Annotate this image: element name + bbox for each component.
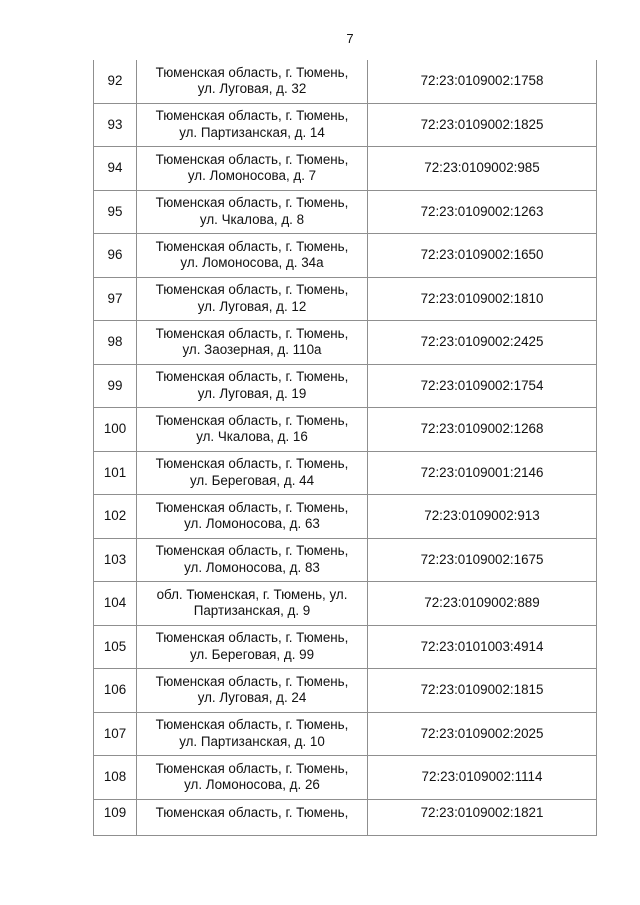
row-number-cell: 104 [94, 582, 137, 626]
address-line: ул. Береговая, д. 44 [189, 472, 315, 488]
table-row [94, 408, 597, 452]
table-row [94, 364, 597, 408]
address-line: Тюменская область, г. Тюмень, [155, 543, 349, 559]
row-number-cell: 103 [94, 538, 137, 582]
table-row [94, 799, 597, 835]
table-row [94, 451, 597, 495]
address-line: Тюменская область, г. Тюмень, [155, 456, 349, 472]
address-cell [137, 495, 368, 539]
row-number-cell: 109 [94, 799, 137, 835]
row-number-cell: 108 [94, 756, 137, 800]
row-number-cell: 101 [94, 451, 137, 495]
table-row [94, 103, 597, 147]
address-cell [137, 190, 368, 234]
address-line: ул. Чкалова, д. 8 [199, 211, 305, 227]
address-cell [137, 538, 368, 582]
property-table-body [94, 60, 597, 835]
address-cell [137, 408, 368, 452]
address-line: Тюменская область, г. Тюмень, [155, 630, 349, 646]
cadastral-number-cell: 72:23:0109002:1810 [368, 277, 597, 321]
address-line: Тюменская область, г. Тюмень, [155, 804, 349, 820]
address-line: ул. Партизанская, д. 10 [179, 733, 325, 749]
cadastral-number-cell: 72:23:0109002:1650 [368, 234, 597, 278]
address-cell [137, 582, 368, 626]
address-line: Тюменская область, г. Тюмень, [155, 238, 349, 254]
cadastral-number-cell: 72:23:0109002:889 [368, 582, 597, 626]
row-number-cell: 94 [94, 147, 137, 191]
address-line: Тюменская область, г. Тюмень, [155, 499, 349, 515]
cadastral-number-cell: 72:23:0109002:1815 [368, 669, 597, 713]
row-number-cell: 105 [94, 625, 137, 669]
cadastral-number-cell: 72:23:0109002:985 [368, 147, 597, 191]
table-row [94, 234, 597, 278]
address-line: ул. Ломоносова, д. 7 [187, 168, 317, 184]
address-line: ул. Луговая, д. 12 [197, 298, 307, 314]
address-cell [137, 103, 368, 147]
address-cell [137, 712, 368, 756]
cadastral-number-cell: 72:23:0109002:1114 [368, 756, 597, 800]
address-line: ул. Ломоносова, д. 63 [184, 516, 320, 532]
address-line: ул. Заозерная, д. 110а [182, 342, 322, 358]
row-number-cell: 96 [94, 234, 137, 278]
cadastral-number-cell: 72:23:0109002:1754 [368, 364, 597, 408]
address-line: Тюменская область, г. Тюмень, [155, 412, 349, 428]
table-row [94, 712, 597, 756]
property-table [93, 60, 597, 836]
address-cell [137, 799, 368, 835]
table-row [94, 60, 597, 103]
cadastral-number-cell: 72:23:0109002:1268 [368, 408, 597, 452]
address-line: ул. Луговая, д. 19 [197, 385, 307, 401]
cadastral-number-cell: 72:23:0101003:4914 [368, 625, 597, 669]
row-number-cell: 106 [94, 669, 137, 713]
address-cell [137, 364, 368, 408]
address-line: ул. Чкалова, д. 16 [196, 429, 308, 445]
address-line: Тюменская область, г. Тюмень, [155, 195, 349, 211]
table-row [94, 321, 597, 365]
table-row [94, 582, 597, 626]
cadastral-number-cell: 72:23:0109002:1825 [368, 103, 597, 147]
table-row [94, 756, 597, 800]
address-line: Партизанская, д. 9 [193, 603, 311, 619]
row-number-cell: 107 [94, 712, 137, 756]
address-line: Тюменская область, г. Тюмень, [155, 717, 349, 733]
address-cell [137, 756, 368, 800]
address-line: ул. Партизанская, д. 14 [179, 124, 325, 140]
address-line: обл. Тюменская, г. Тюмень, ул. [156, 586, 348, 602]
table-row [94, 669, 597, 713]
address-line: Тюменская область, г. Тюмень, [155, 64, 349, 80]
address-cell [137, 277, 368, 321]
table-row [94, 538, 597, 582]
cadastral-number-cell: 72:23:0109001:2146 [368, 451, 597, 495]
row-number-cell: 102 [94, 495, 137, 539]
table-row [94, 277, 597, 321]
table-row [94, 147, 597, 191]
address-line: ул. Ломоносова, д. 34а [180, 255, 324, 271]
address-cell [137, 234, 368, 278]
table-row [94, 625, 597, 669]
address-cell [137, 451, 368, 495]
table-row [94, 495, 597, 539]
address-cell [137, 147, 368, 191]
row-number-cell: 100 [94, 408, 137, 452]
address-line: Тюменская область, г. Тюмень, [155, 108, 349, 124]
row-number-cell: 93 [94, 103, 137, 147]
page-number: 7 [346, 31, 354, 46]
cadastral-number-cell: 72:23:0109002:2025 [368, 712, 597, 756]
address-line: ул. Луговая, д. 32 [197, 81, 307, 97]
cadastral-number-cell: 72:23:0109002:1821 [368, 799, 597, 835]
row-number-cell: 95 [94, 190, 137, 234]
address-line: ул. Ломоносова, д. 26 [184, 777, 320, 793]
address-line: Тюменская область, г. Тюмень, [155, 151, 349, 167]
address-cell [137, 625, 368, 669]
cadastral-number-cell: 72:23:0109002:913 [368, 495, 597, 539]
address-line: Тюменская область, г. Тюмень, [155, 282, 349, 298]
cadastral-number-cell: 72:23:0109002:1758 [368, 60, 597, 103]
table-row [94, 190, 597, 234]
cadastral-number-cell: 72:23:0109002:2425 [368, 321, 597, 365]
address-line: Тюменская область, г. Тюмень, [155, 760, 349, 776]
row-number-cell: 92 [94, 60, 137, 103]
address-line: Тюменская область, г. Тюмень, [155, 369, 349, 385]
cadastral-number-cell: 72:23:0109002:1263 [368, 190, 597, 234]
address-cell [137, 669, 368, 713]
address-line: Тюменская область, г. Тюмень, [155, 673, 349, 689]
row-number-cell: 97 [94, 277, 137, 321]
address-line: ул. Ломоносова, д. 83 [184, 559, 320, 575]
address-cell [137, 60, 368, 103]
row-number-cell: 98 [94, 321, 137, 365]
address-line: ул. Луговая, д. 24 [197, 690, 307, 706]
address-line: ул. Береговая, д. 99 [189, 646, 315, 662]
address-cell [137, 321, 368, 365]
address-line: Тюменская область, г. Тюмень, [155, 325, 349, 341]
cadastral-number-cell: 72:23:0109002:1675 [368, 538, 597, 582]
row-number-cell: 99 [94, 364, 137, 408]
